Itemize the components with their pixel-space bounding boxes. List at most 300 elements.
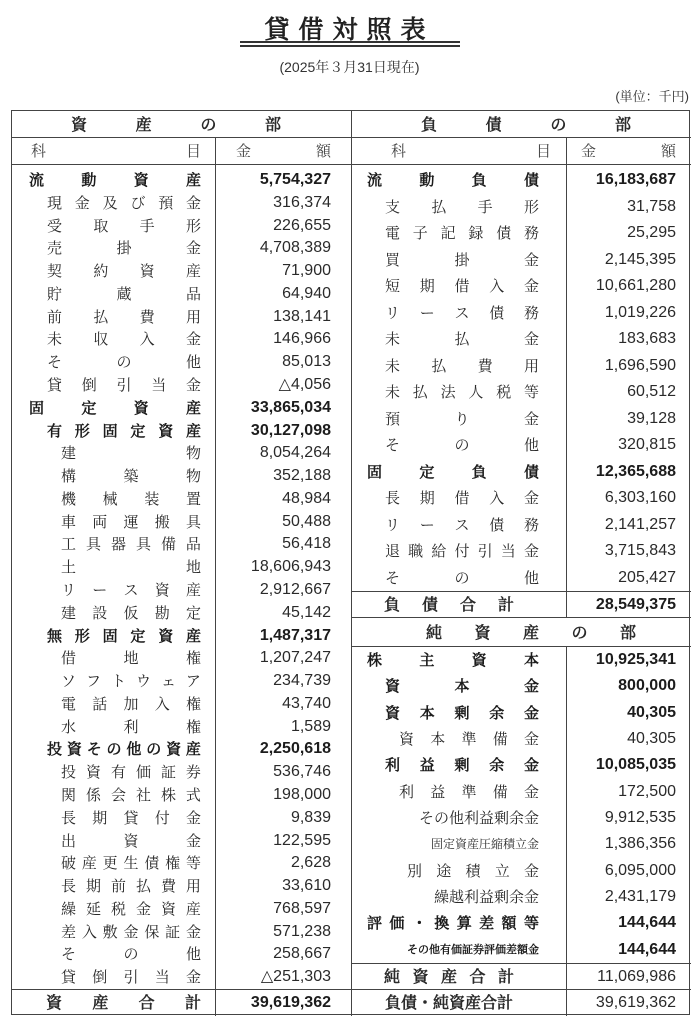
label-char: ウ bbox=[135, 672, 151, 691]
liabilities-total-amount: 28,549,375 bbox=[595, 596, 676, 613]
label-char: 合 bbox=[138, 993, 155, 1012]
liability-row-label bbox=[367, 459, 539, 486]
label-char: 設 bbox=[92, 603, 108, 622]
label-char: 務 bbox=[523, 224, 539, 242]
label-char: 引 bbox=[477, 542, 493, 560]
column-divider bbox=[566, 137, 567, 591]
asset-row-label bbox=[47, 374, 201, 397]
label-char: 電 bbox=[61, 694, 77, 713]
label-char: 金 bbox=[523, 330, 539, 348]
label-char: 流 bbox=[29, 171, 45, 189]
asset-row-label bbox=[61, 875, 201, 898]
label-char: 機 bbox=[61, 489, 77, 508]
label-char: 負 bbox=[384, 595, 401, 614]
label-char: 期 bbox=[92, 808, 108, 827]
label-char: 資 bbox=[133, 171, 149, 189]
asset-row-amount: 18,606,943 bbox=[250, 558, 331, 576]
liabilities-total-label bbox=[384, 592, 514, 617]
label-char: 借 bbox=[454, 489, 470, 507]
label-char: 退 bbox=[385, 542, 401, 560]
net-asset-row-label bbox=[399, 726, 539, 752]
label-char: 未 bbox=[385, 330, 401, 348]
label-char: 金 bbox=[185, 376, 201, 394]
label-char: そ bbox=[47, 353, 63, 372]
label-char: 付 bbox=[154, 808, 170, 827]
label-char: 品 bbox=[185, 535, 201, 554]
balance-sheet-table bbox=[11, 110, 690, 1015]
column-divider bbox=[351, 111, 352, 1016]
net-asset-row-label bbox=[367, 910, 539, 936]
asset-row-amount: 122,595 bbox=[273, 831, 331, 849]
label-char: 収 bbox=[93, 330, 109, 349]
asset-row-label bbox=[47, 237, 201, 260]
label-char: 益 bbox=[419, 756, 435, 775]
net-assets-total-amount: 11,069,986 bbox=[597, 968, 676, 985]
label-char: 金 bbox=[185, 831, 201, 850]
asset-row-amount: 2,912,667 bbox=[259, 581, 331, 598]
asset-row-label bbox=[61, 807, 201, 830]
label-char: 金 bbox=[523, 703, 539, 722]
label-char: ス bbox=[454, 515, 470, 534]
net-asset-row-amount: 10,925,341 bbox=[595, 651, 676, 668]
net-asset-row-amount: 144,644 bbox=[618, 940, 676, 958]
net-assets-section-header bbox=[426, 619, 636, 646]
label-char: 払 bbox=[135, 877, 151, 896]
liability-row-amount: 183,683 bbox=[618, 330, 676, 347]
asset-row-amount: △251,303 bbox=[260, 968, 331, 986]
label-char: 金 bbox=[523, 409, 539, 428]
label-char: 産 bbox=[185, 398, 201, 417]
label-char: 子 bbox=[412, 224, 428, 242]
label-char: 借 bbox=[454, 277, 470, 295]
label-char: 両 bbox=[92, 512, 108, 531]
label-char: 計 bbox=[497, 595, 514, 614]
asset-row-label bbox=[61, 943, 201, 966]
label-char: 係 bbox=[85, 786, 101, 804]
label-char: 品 bbox=[185, 284, 201, 303]
label-char: 資 bbox=[85, 763, 101, 782]
label-char: 計 bbox=[497, 967, 514, 986]
label-char: 流 bbox=[367, 171, 383, 189]
label-char: 主 bbox=[419, 651, 435, 669]
asset-row-label bbox=[61, 647, 201, 670]
asset-row-amount: 45,142 bbox=[282, 603, 331, 621]
label-char: 固 bbox=[102, 626, 118, 645]
label-char: 定 bbox=[130, 421, 146, 440]
row-divider bbox=[351, 137, 691, 138]
asset-row-amount: 571,238 bbox=[273, 922, 331, 940]
label-char: 資 bbox=[471, 651, 487, 669]
label-char: 械 bbox=[102, 489, 118, 508]
label-char: 他 bbox=[185, 353, 201, 372]
label-char: 当 bbox=[154, 968, 170, 987]
row-divider bbox=[351, 164, 691, 165]
label-char: 部 bbox=[264, 115, 281, 134]
label-char: 資 bbox=[139, 262, 155, 281]
label-char: 科 bbox=[391, 142, 407, 160]
label-char: 立 bbox=[494, 861, 510, 880]
label-char: 金 bbox=[236, 142, 252, 160]
asset-row-amount: 226,655 bbox=[273, 216, 331, 234]
column-divider bbox=[566, 646, 567, 1016]
label-char: 築 bbox=[123, 467, 139, 486]
label-char: の bbox=[200, 115, 217, 134]
asset-row-amount: 138,141 bbox=[273, 307, 331, 325]
label-char: 別 bbox=[407, 861, 423, 880]
label-char: 本 bbox=[454, 677, 470, 696]
liability-row-label bbox=[385, 406, 539, 433]
net-asset-row-amount: 2,431,179 bbox=[604, 888, 676, 905]
label-char: 差 bbox=[61, 922, 77, 941]
label-char: 務 bbox=[523, 303, 539, 322]
label-char: 定 bbox=[419, 462, 435, 481]
net-asset-row-amount: 40,305 bbox=[627, 730, 676, 747]
label-char: 産 bbox=[185, 262, 201, 281]
label-char: 払 bbox=[431, 356, 447, 375]
asset-row-amount: 8,054,264 bbox=[259, 444, 331, 462]
label-char: 資 bbox=[71, 115, 88, 134]
column-header-amount bbox=[581, 139, 676, 163]
label-char: 準 bbox=[461, 730, 477, 748]
net-assets-total-label bbox=[384, 964, 514, 989]
liability-row-amount: 10,661,280 bbox=[595, 277, 676, 294]
label-char: 資 bbox=[399, 730, 415, 748]
liability-row-label bbox=[385, 432, 539, 459]
asset-row-label bbox=[61, 761, 201, 784]
liability-row-amount: 3,715,843 bbox=[604, 542, 676, 559]
label-char: 金 bbox=[523, 861, 539, 880]
label-char: 装 bbox=[144, 489, 160, 508]
label-char: 加 bbox=[123, 694, 139, 713]
page-title: 貸借対照表 bbox=[264, 15, 435, 44]
liability-row-amount: 12,365,688 bbox=[595, 462, 676, 480]
asset-row-label bbox=[47, 351, 201, 374]
label-char: 固 bbox=[29, 398, 45, 417]
label-char: 額 bbox=[660, 142, 676, 160]
grand-total-label bbox=[374, 990, 524, 1016]
label-char: 法 bbox=[440, 383, 456, 401]
asset-row-amount: 1,487,317 bbox=[259, 626, 331, 644]
label-char: そ bbox=[86, 740, 102, 759]
label-char: 純 bbox=[426, 623, 443, 642]
label-char: 金 bbox=[135, 899, 151, 918]
label-char: 目 bbox=[185, 142, 201, 160]
label-char: 給 bbox=[431, 542, 447, 560]
liability-row-amount: 39,128 bbox=[627, 409, 676, 427]
label-char: 他 bbox=[185, 945, 201, 964]
label-char: 期 bbox=[419, 489, 435, 507]
asset-row-label bbox=[61, 830, 201, 853]
label-text: その他有価証券評価差額金 bbox=[407, 942, 539, 956]
asset-row-label bbox=[61, 693, 201, 716]
label-char: 建 bbox=[61, 444, 77, 463]
label-char: そ bbox=[61, 945, 77, 964]
asset-row-label bbox=[61, 670, 201, 693]
label-char: 債 bbox=[485, 115, 502, 134]
label-char: 資 bbox=[160, 899, 176, 918]
label-char: 地 bbox=[123, 649, 139, 668]
label-char: 入 bbox=[489, 489, 505, 507]
label-char: 産 bbox=[440, 967, 457, 986]
label-char: 備 bbox=[492, 782, 508, 801]
label-char: 費 bbox=[477, 356, 493, 375]
label-char: 金 bbox=[523, 730, 539, 748]
label-char: 形 bbox=[523, 197, 539, 216]
label-char: 費 bbox=[160, 877, 176, 896]
label-char: の bbox=[146, 740, 162, 759]
label-char: 務 bbox=[523, 515, 539, 534]
liability-row-label bbox=[385, 194, 539, 221]
label-char: 定 bbox=[81, 398, 97, 417]
label-char: 差 bbox=[479, 914, 495, 933]
asset-row-label bbox=[47, 328, 201, 351]
label-char: 関 bbox=[61, 786, 77, 804]
liability-row-amount: 25,295 bbox=[627, 224, 676, 241]
label-char: 工 bbox=[61, 535, 77, 554]
label-char: 有 bbox=[110, 763, 126, 782]
label-char: 当 bbox=[151, 376, 167, 394]
label-char: 金 bbox=[523, 756, 539, 775]
label-char: 評 bbox=[367, 914, 383, 933]
column-header-item bbox=[31, 139, 201, 163]
label-char: 金 bbox=[523, 677, 539, 696]
net-asset-row-amount: 1,386,356 bbox=[604, 835, 676, 853]
label-char: 部 bbox=[614, 115, 631, 134]
label-char: 金 bbox=[523, 250, 539, 269]
asset-row-amount: 9,839 bbox=[290, 808, 331, 826]
net-asset-row-label bbox=[385, 937, 539, 963]
asset-row-amount: 146,966 bbox=[273, 330, 331, 348]
label-char: 債 bbox=[489, 515, 505, 534]
label-char: 産 bbox=[185, 740, 201, 759]
label-char: 長 bbox=[61, 808, 77, 827]
label-char: 資 bbox=[474, 623, 491, 642]
label-char: 資 bbox=[166, 740, 182, 759]
net-asset-row-amount: 144,644 bbox=[618, 914, 676, 932]
asset-row-label bbox=[47, 283, 201, 306]
label-char: 備 bbox=[492, 730, 508, 748]
label-char: の bbox=[454, 568, 470, 587]
label-char: ・ bbox=[411, 914, 427, 933]
net-asset-row-label bbox=[399, 805, 539, 831]
label-char: 金 bbox=[185, 193, 201, 212]
label-char: 金 bbox=[185, 330, 201, 349]
label-char: 産 bbox=[185, 581, 201, 599]
liability-row-amount: 16,183,687 bbox=[595, 171, 676, 188]
label-char: 地 bbox=[185, 558, 201, 577]
label-char: 金 bbox=[123, 922, 139, 941]
label-char: 剰 bbox=[454, 756, 470, 775]
label-char: り bbox=[454, 409, 470, 428]
label-char: ー bbox=[419, 303, 435, 322]
asset-row-amount: 2,250,618 bbox=[259, 740, 331, 758]
label-char: 置 bbox=[185, 489, 201, 508]
label-char: 無 bbox=[47, 626, 63, 645]
asset-row-label bbox=[47, 192, 201, 215]
label-char: 支 bbox=[385, 197, 401, 216]
asset-row-amount: 4,708,389 bbox=[259, 239, 331, 257]
asset-row-amount: 258,667 bbox=[273, 945, 331, 963]
asset-row-label bbox=[29, 397, 201, 420]
label-char: 額 bbox=[315, 142, 331, 160]
column-divider bbox=[215, 137, 216, 1016]
label-char: 長 bbox=[61, 877, 77, 896]
liability-row-label bbox=[385, 512, 539, 539]
net-asset-row-label bbox=[407, 858, 539, 884]
label-char: の bbox=[116, 353, 132, 372]
label-char: 生 bbox=[123, 854, 139, 873]
label-char: 益 bbox=[430, 782, 446, 801]
label-char: 部 bbox=[619, 623, 636, 642]
label-char: 金 bbox=[185, 808, 201, 827]
asset-row-amount: 316,374 bbox=[273, 193, 331, 211]
row-divider bbox=[12, 164, 351, 165]
liability-row-label bbox=[385, 353, 539, 380]
label-char: 車 bbox=[61, 512, 77, 531]
label-char: 権 bbox=[185, 717, 201, 736]
label-char: 権 bbox=[165, 854, 181, 873]
label-char: 録 bbox=[468, 224, 484, 242]
liability-row-amount: 1,019,226 bbox=[604, 303, 676, 321]
asset-row-amount: 5,754,327 bbox=[259, 171, 331, 188]
label-char: 繰 bbox=[61, 899, 77, 918]
asset-row-amount: 43,740 bbox=[282, 694, 331, 712]
label-char: 建 bbox=[61, 603, 77, 622]
net-asset-row-label bbox=[399, 779, 539, 805]
label-char: 資 bbox=[412, 967, 429, 986]
label-char: 証 bbox=[165, 922, 181, 941]
label-char: 投 bbox=[47, 740, 63, 759]
net-asset-row-amount: 9,912,535 bbox=[604, 809, 676, 826]
label-char: の bbox=[106, 740, 122, 759]
label-char: 産 bbox=[81, 854, 97, 873]
label-char: 仮 bbox=[123, 603, 139, 622]
label-char: 更 bbox=[102, 854, 118, 873]
label-char: 資 bbox=[46, 993, 63, 1012]
label-char: 倒 bbox=[81, 376, 97, 394]
label-char: 貯 bbox=[47, 284, 63, 303]
asset-row-label bbox=[61, 511, 201, 534]
label-char: 借 bbox=[61, 649, 77, 668]
label-char: 計 bbox=[184, 993, 201, 1012]
asset-row-label bbox=[61, 579, 201, 602]
label-char: 他 bbox=[523, 436, 539, 454]
label-char: 取 bbox=[93, 216, 109, 235]
asset-row-label bbox=[61, 966, 201, 989]
net-asset-row-label bbox=[407, 831, 539, 857]
asset-row-amount: 234,739 bbox=[273, 672, 331, 690]
label-char: ス bbox=[123, 581, 139, 599]
asset-row-amount: 1,207,247 bbox=[259, 649, 331, 667]
label-char: 定 bbox=[130, 626, 146, 645]
label-char: 保 bbox=[144, 922, 160, 941]
label-char: 破 bbox=[61, 854, 77, 873]
label-char: 債 bbox=[421, 595, 438, 614]
as-of-date: (2025年３月31日現在) bbox=[279, 59, 420, 75]
label-char: 等 bbox=[523, 914, 539, 933]
label-char: 貸 bbox=[47, 376, 63, 394]
label-char: 搬 bbox=[154, 512, 170, 531]
label-char: 負 bbox=[471, 171, 487, 189]
label-char: 券 bbox=[185, 763, 201, 782]
label-char: 未 bbox=[385, 383, 401, 401]
label-char: ー bbox=[419, 515, 435, 534]
liability-row-label bbox=[385, 379, 539, 406]
asset-row-label bbox=[61, 784, 201, 807]
label-char: 買 bbox=[385, 250, 401, 269]
label-char: 掛 bbox=[454, 250, 470, 269]
label-char: 純 bbox=[384, 967, 401, 986]
label-char: 利 bbox=[123, 717, 139, 736]
label-char: 債 bbox=[489, 303, 505, 322]
label-char: 期 bbox=[85, 877, 101, 896]
column-header-item bbox=[391, 139, 551, 163]
asset-row-label bbox=[61, 852, 201, 875]
label-char: 定 bbox=[185, 603, 201, 622]
label-char: 売 bbox=[47, 239, 63, 258]
label-char: 土 bbox=[61, 558, 77, 577]
label-char: 資 bbox=[158, 626, 174, 645]
label-char: 産 bbox=[92, 993, 109, 1012]
label-char: 額 bbox=[501, 914, 517, 933]
asset-row-label bbox=[61, 442, 201, 465]
asset-row-label bbox=[61, 716, 201, 739]
asset-row-label bbox=[61, 465, 201, 488]
label-char: 延 bbox=[85, 899, 101, 918]
label-char: 動 bbox=[81, 171, 97, 189]
label-char: 剰 bbox=[454, 703, 470, 722]
asset-row-label bbox=[61, 556, 201, 579]
label-char: 倒 bbox=[92, 968, 108, 987]
assets-total-amount: 39,619,362 bbox=[250, 994, 331, 1011]
label-char: 債 bbox=[523, 462, 539, 481]
label-char: 払 bbox=[431, 197, 447, 216]
label-char: 備 bbox=[160, 535, 176, 554]
unit-label: (単位：千円) bbox=[615, 89, 689, 104]
label-char: リ bbox=[385, 515, 401, 534]
label-char: 準 bbox=[461, 782, 477, 801]
label-char: 用 bbox=[523, 356, 539, 375]
asset-row-label bbox=[61, 488, 201, 511]
label-char: 人 bbox=[468, 383, 484, 401]
label-char: 貸 bbox=[61, 968, 77, 987]
label-char: 他 bbox=[523, 568, 539, 587]
label-char: 契 bbox=[47, 262, 63, 281]
label-char: 金 bbox=[185, 922, 201, 941]
asset-row-amount: 33,865,034 bbox=[250, 398, 331, 416]
asset-row-amount: 352,188 bbox=[273, 467, 331, 485]
label-char: 払 bbox=[454, 330, 470, 348]
liability-row-amount: 31,758 bbox=[627, 197, 676, 215]
asset-row-amount: 30,127,098 bbox=[250, 421, 331, 439]
label-char: 科 bbox=[31, 142, 47, 160]
label-char: 産 bbox=[185, 421, 201, 440]
label-char: 合 bbox=[469, 967, 486, 986]
label-char: 式 bbox=[185, 786, 201, 804]
label-char: 短 bbox=[385, 277, 401, 295]
label-char: 債 bbox=[523, 171, 539, 189]
label-char: 資 bbox=[133, 398, 149, 417]
asset-row-amount: △4,056 bbox=[278, 376, 331, 393]
label-char: 債 bbox=[496, 224, 512, 242]
liability-row-label bbox=[385, 565, 539, 592]
grand-total-amount: 39,619,362 bbox=[595, 994, 676, 1011]
label-char: 具 bbox=[85, 535, 101, 554]
label-char: 負 bbox=[471, 462, 487, 481]
label-char: 資 bbox=[385, 703, 401, 722]
liability-row-label bbox=[385, 538, 539, 565]
label-char: 入 bbox=[139, 330, 155, 349]
